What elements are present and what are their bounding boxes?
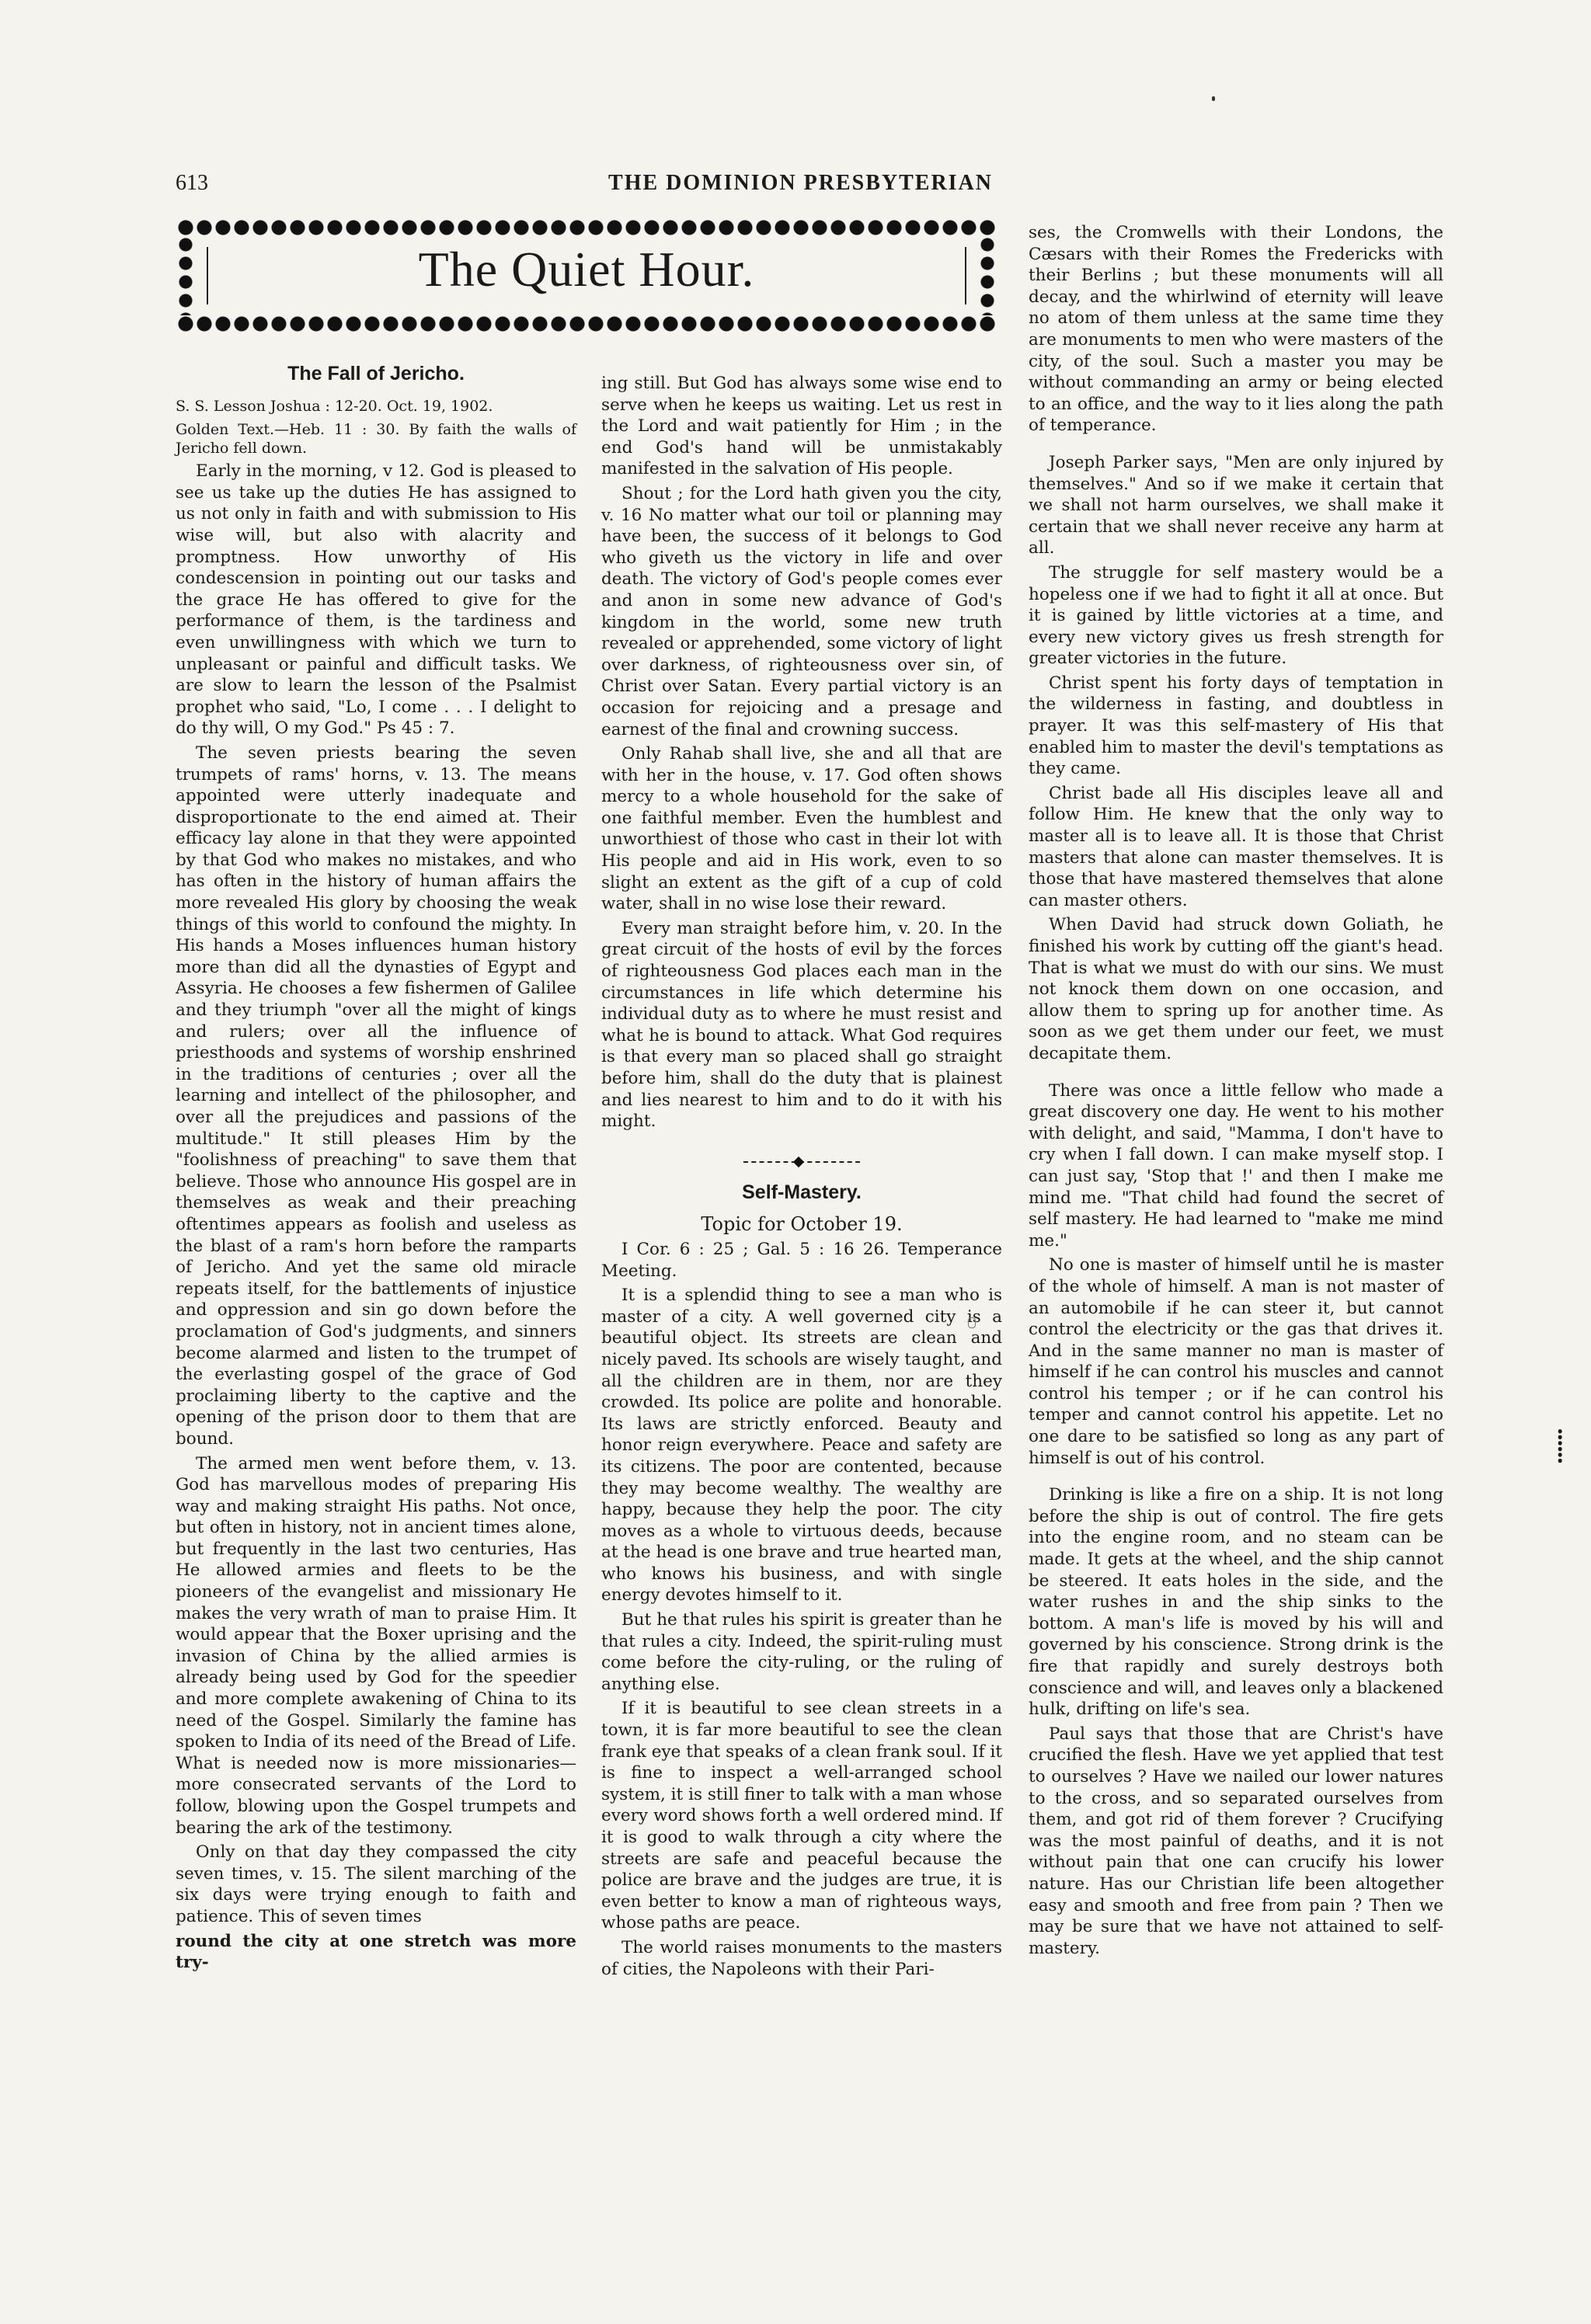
paragraph: The struggle for self mastery would be a hopeless one if we had to fight it all at once. But it is gained by little victories at a time, and every new victory gives us fresh strength for greater victories in the future. <box>1029 562 1443 669</box>
paragraph: Only on that day they compassed the city seven times, v. 15. The silent marching of the six days were trying enough to faith and patience. This of seven times <box>176 1842 576 1926</box>
lesson-reference: S. S. Lesson Joshua : 12-20. Oct. 19, 1902. <box>176 397 493 415</box>
paragraph: I Cor. 6 : 25 ; Gal. 5 : 16 26. Temperance Meeting. <box>601 1239 1002 1281</box>
topic-line: Topic for October 19. <box>701 1213 903 1236</box>
paragraph: Joseph Parker says, "Men are only injured by themselves." And so if we make it certain that we shall not harm ourselves, we shall make it certain that we shall never receive any harm at all. <box>1029 452 1443 558</box>
paragraph: ing still. But God has always some wise end to serve when he keeps us waiting. Let us rest in the Lord and wait patiently for Him ; in the end God's hand will be unmistakably manifested in the salvation of His people. <box>601 374 1002 479</box>
margin-mark: ⸽ <box>1556 1428 1565 1464</box>
ornamental-border-top <box>176 217 997 238</box>
section-title: The Quiet Hour. <box>418 242 755 297</box>
column-3 <box>1029 222 1443 1962</box>
running-title: THE DOMINION PRESBYTERIAN <box>608 171 993 195</box>
paragraph: The world raises monuments to the masters of cities, the Napoleons with their Pari- <box>601 1937 1002 1979</box>
column-2 <box>601 373 1002 1983</box>
paragraph: The seven priests bearing the seven trumpets of rams' horns, v. 13. The means appointed were utterly inadequate and disproportionate to the end aimed at. Their efficacy lay alone in that they were appointed by that God who makes no mistakes, and who has often in the history of human affairs the more revealed His glory by choosing the weak things of this world to confound the mighty. In His hands a Moses influences human history more than did all the dynasties of Egypt and Assyria. He chooses a few fishermen of Galilee and they triumph "over all the might of kings and rulers; over all the influence of priesthoods and systems of worship enshrined in the traditions of centuries ; over all the learning and intellect of the philosopher, and over all the prejudices and passions of the multitude." It still pleases Him by the "foolishness of preaching" to save them that believe. Those who announce His gospel are in themselves as weak and their preaching oftentimes appears as foolish and useless as the blast of a ram's horn before the ramparts of Jericho. And yet the same old miracle repeats itself, for the battlements of injustice and oppression and sin go down before the proclamation of God's judgments, and sinners become alarmed and listen to the trumpet of the everlasting gospel of the grace of God proclaiming liberty to the captive and the opening of the prison door to them that are bound. <box>176 743 576 1449</box>
golden-text: Golden Text.—Heb. 11 : 30. By faith the walls of Jericho fell down. <box>176 421 576 457</box>
paragraph: Paul says that those that are Christ's have crucified the flesh. Have we yet applied that test to ourselves ? Have we nailed our lower natures to the cross, and so separated ourselves from them, and got rid of them forever ? Crucifying was the most painful of deaths, and it is not without pain that one can crucify his lower nature. Has our Christian life been altogether easy and smooth and free from pain ? Then we may be sure that we have not attained to self-mastery. <box>1029 1724 1443 1958</box>
page-number: 613 <box>176 171 208 195</box>
section-divider <box>743 1159 860 1165</box>
paragraph: When David had struck down Goliath, he finished his work by cutting off the giant's head. That is what we must do with our sins. We must not knock them down on one occasion, and allow them to spring up for another time. As soon as we get them under our feet, we must decapitate them. <box>1029 915 1443 1063</box>
ink-speck <box>1212 96 1215 101</box>
paragraph: There was once a little fellow who made a great discovery one day. He went to his mother with delight, and said, "Mamma, I don't have to cry when I fall down. I can make myself stop. I can just say, 'Stop that !' and then I make me mind me. "That child had found the secret of self mastery. He had learned to "make me mind me." <box>1029 1080 1443 1251</box>
ink-speck <box>968 1317 976 1328</box>
paragraph: The armed men went before them, v. 13. God has marvellous modes of preparing His way and making straight His paths. Not once, but often in history, not in ancient times alone, but frequently in the last two centuries, Has He allowed armies and fleets to be the pioneers of the evangelist and missionary He makes the very wrath of man to praise Him. It would appear that the Boxer uprising and the invasion of China by the allied armies is already being used by God for the speedier and more complete awakening of China to its need of the Gospel. Similarly the famine has spoken to India of its need of the Bread of Life. What is needed now is more missionaries—more consecrated servants of the Lord to follow, blowing upon the Gospel trumpets and bearing the ark of the testimony. <box>176 1453 576 1838</box>
paragraph: Drinking is like a fire on a ship. It is not long before the ship is out of control. The fire gets into the engine room, and no steam can be made. It gets at the wheel, and the ship cannot be steered. It eats holes in the side, and the water rushes in and the ship sinks to the bottom. A man's life is moved by his will and governed by his conscience. Strong drink is the fire that rapidly and surely destroys both conscience and will, and leaves only a blackened hulk, drifting on life's sea. <box>1029 1485 1443 1720</box>
section-title-box <box>176 217 997 334</box>
paragraph: Christ spent his forty days of temptation in the wilderness in fasting, and doubtless in prayer. It was this self-mastery of His that enabled him to master the devil's temptations as they came. <box>1029 673 1443 779</box>
paragraph-continuation: round the city at one stretch was more try- <box>176 1931 576 1973</box>
paragraph: If it is beautiful to see clean streets in a town, it is far more beautiful to see the clean frank eye that speaks of a clean frank soul. If it is fine to inspect a well-arranged school system, it is still finer to talk with a man whose every word shows forth a well ordered mind. If it is good to walk through a city where the streets are safe and peaceful because the police are brave and the judges are true, it is even better to know a man of righteous ways, whose paths are peace. <box>601 1699 1002 1933</box>
paragraph: Only Rahab shall live, she and all that are with her in the house, v. 17. God often shows mercy to a whole household for the sake of one faithful member. Even the humblest and unworthiest of those who cast in their lot with His people and aid in His work, even to so slight an extent as the gift of a cup of cold water, shall in no wise lose their reward. <box>601 744 1002 914</box>
paragraph: Christ bade all His disciples leave all and follow Him. He knew that the only way to master all is to leave all. It is those that Christ masters that alone can master themselves. It is those that have mastered themselves that alone can master others. <box>1029 783 1443 910</box>
paragraph: It is a splendid thing to see a man who is master of a city. A well governed city is a beautiful object. Its streets are clean and nicely paved. Its schools are wisely taught, and all the children are in them, nor are they crowded. Its police are polite and honorable. Its laws are strictly enforced. Beauty and honor reign everywhere. Peace and safety are its citizens. The poor are contented, because they may become wealthy. The wealthy are happy, because they help the poor. The city moves as a whole to virtuous deeds, because at the head is one brave and true hearted man, who knows his business, and with single energy devotes himself to it. <box>601 1286 1002 1606</box>
paragraph: Early in the morning, v 12. God is pleased to see us take up the duties He has assigned to us not only in faith and with submission to His wise will, but also with alacrity and promptness. How unworthy of His condescension in pointing out our tasks and the grace He has offered to give for the performance of them, is the tardiness and even unwillingness with which we turn to unpleasant or painful and difficult tasks. We are slow to learn the lesson of the Psalmist prophet who said, "Lo, I come . . . I delight to do thy will, O my God." Ps 45 : 7. <box>176 461 576 739</box>
paragraph: But he that rules his spirit is greater than he that rules a city. Indeed, the spirit-ruling must come before the city-ruling, or the ruling of anything else. <box>601 1610 1002 1694</box>
ornamental-border-bottom <box>176 314 997 334</box>
article-title-self-mastery: Self-Mastery. <box>742 1181 862 1203</box>
paragraph: ses, the Cromwells with their Londons, the Cæsars with their Romes the Fredericks with their Berlins ; but these monuments will all decay, and the whirlwind of eternity will leave no atom of them unless at the same time they are monuments to men who were masters of the city, of the soul. Such a master you may be without commanding an army or being elected to an office, and the way to it lies along the path of temperance. <box>1029 223 1443 436</box>
column-1 <box>176 364 576 1977</box>
paragraph: No one is master of himself until he is master of the whole of himself. A man is not master of an automobile if he can steer it, but cannot control the electricity or the gas that drives it. And in the same manner no man is master of himself if he can control his muscles and cannot control his temper ; or if he can control his temper and cannot control his appetite. Let no one dare to be satisfied so long as any part of himself is out of his control. <box>1029 1255 1443 1468</box>
article-title-jericho: The Fall of Jericho. <box>287 363 465 384</box>
paragraph: Shout ; for the Lord hath given you the city, v. 16 No matter what our toil or planning may have been, the success of it belongs to God who giveth us the victory in life and over death. The victory of God's people comes ever and anon in some new advance of God's kingdom in the world, some new truth revealed or apprehended, some victory of light over darkness, of righteousness over sin, of Christ over Satan. Every partial victory is an occasion for rejoicing and a presage and earnest of the final and crowning success. <box>601 483 1002 739</box>
paragraph: Every man straight before him, v. 20. In the great circuit of the hosts of evil by the forces of righteousness God places each man in the circumstances in life which determine his individual duty as to where he must resist and what he is bound to attack. What God requires is that every man so placed shall go straight before him, shall do the duty that is plainest and lies nearest to him and to do it with his might. <box>601 918 1002 1132</box>
page-header <box>176 171 993 202</box>
